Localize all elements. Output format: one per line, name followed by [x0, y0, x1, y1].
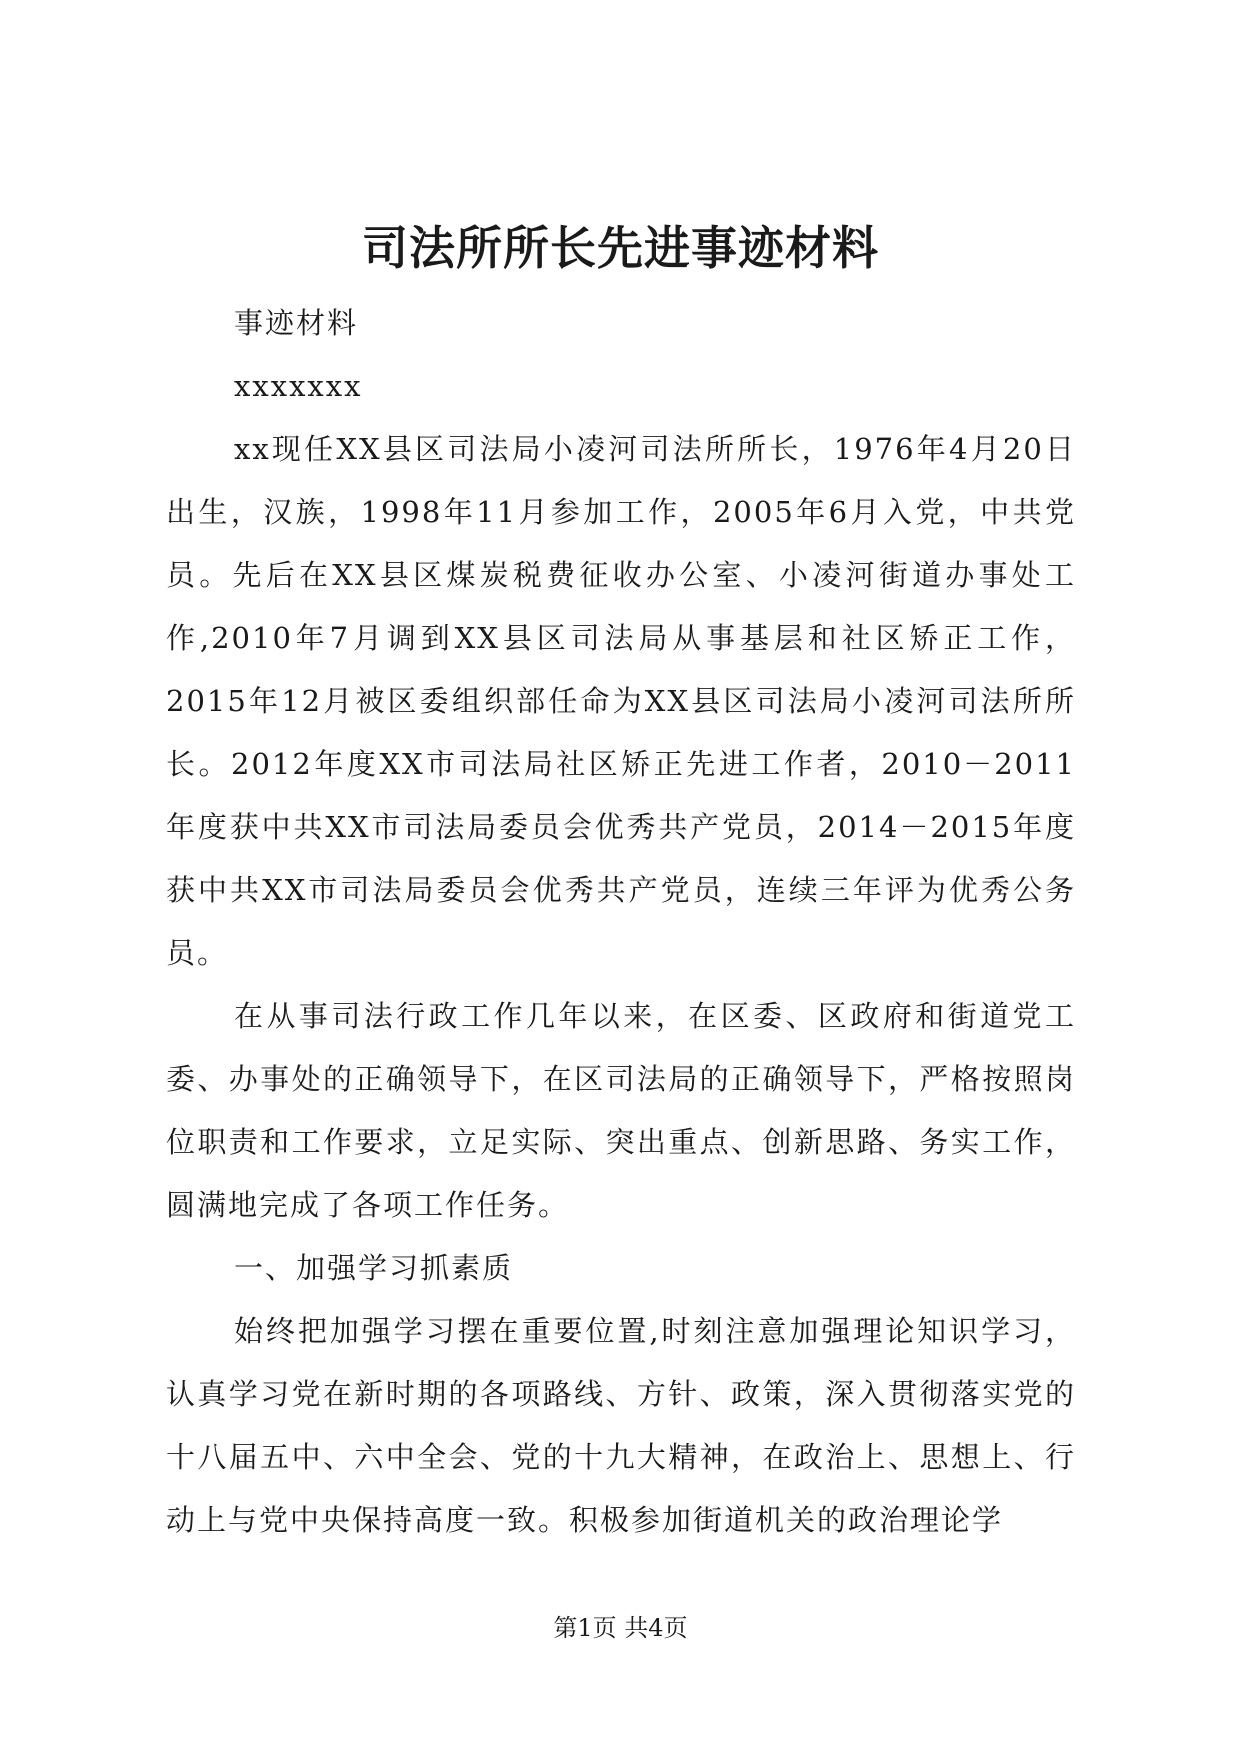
section-heading-study: 一、加强学习抓素质 [234, 1251, 514, 1285]
page-number-footer: 第1页 共4页 [553, 1614, 688, 1642]
document-body [166, 292, 1076, 1552]
paragraph-study: 始终把加强学习摆在重要位置,时刻注意加强理论知识学习，认真学习党在新时期的各项路线、方针、政策，深入贯彻落实党的十八届五中、六中全会、党的十九大精神，在政治上、思想上、行动上与党中央保持高度一致。积极参加街道机关的政治理论学 [166, 1314, 1076, 1537]
paragraph-overview: 在从事司法行政工作几年以来，在区委、区政府和街道党工委、办事处的正确领导下，在区司法局的正确领导下，严格按照岗位职责和工作要求，立足实际、突出重点、创新思路、务实工作，圆满地完成了各项工作任务。 [166, 999, 1076, 1222]
document-title: 司法所所长先进事迹材料 [362, 221, 879, 275]
paragraph-biography: xx现任XX县区司法局小凌河司法所所长，1976年4月20日出生，汉族，1998年11月参加工作，2005年6月入党，中共党员。先后在XX县区煤炭税费征收办公室、小凌河街道办事处工作,2010年7月调到XX县区司法局从事基层和社区矫正工作，2015年12月被区委组织部任命为XX县区司法局小凌河司法所所长。2012年度XX市司法局社区矫正先进工作者，2010－2011年度获中共XX市司法局委员会优秀共产党员，2014－2015年度获中共XX市司法局委员会优秀共产党员，连续三年评为优秀公务员。 [166, 432, 1076, 970]
paragraph-author-name: xxxxxxx [234, 369, 363, 403]
paragraph-heading-label: 事迹材料 [234, 306, 359, 340]
